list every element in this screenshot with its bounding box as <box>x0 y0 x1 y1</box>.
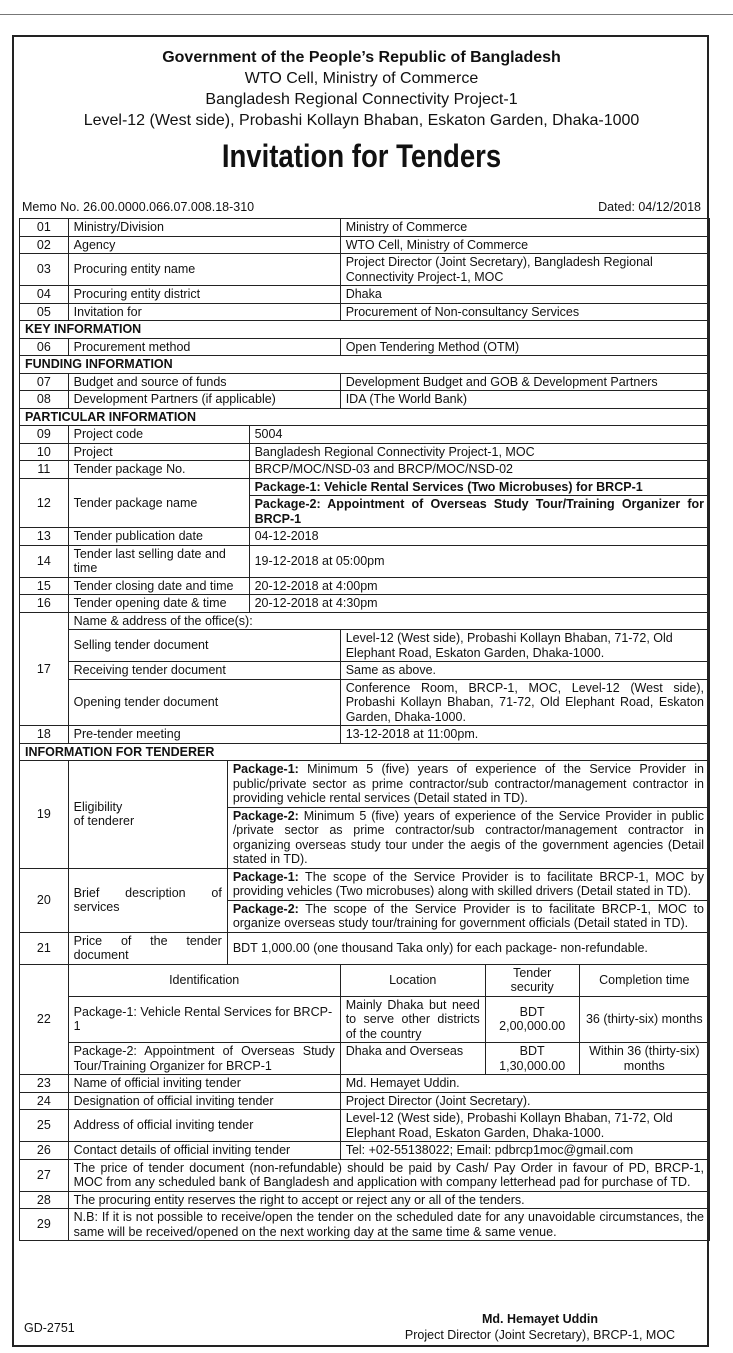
row-number: 05 <box>20 303 69 321</box>
table-row <box>20 236 710 254</box>
row-value: 5004 <box>249 426 709 444</box>
row-label: Project <box>68 443 249 461</box>
government-title: Government of the People’s Republic of Bangladesh <box>162 49 561 66</box>
section-information-for-tenderer: INFORMATION FOR TENDERER <box>20 743 710 761</box>
selling-value: Level-12 (West side), Probashi Kollayn Bhaban, 71-72, Old Elephant Road, Eskaton Garden, Dhaka-1000. <box>340 630 709 662</box>
table-row <box>20 612 710 630</box>
row-number: 21 <box>20 932 69 964</box>
pkg2-location: Dhaka and Overseas <box>340 1043 485 1075</box>
table-row <box>20 478 710 496</box>
row-text: The procuring entity reserves the right to accept or reject any or all of the tenders. <box>68 1191 709 1209</box>
table-row <box>20 1159 710 1191</box>
row-number: 08 <box>20 391 69 409</box>
page-title: Invitation for Tenders <box>221 138 502 174</box>
table-row <box>20 338 710 356</box>
tender-table <box>19 218 710 1241</box>
row-value: BRCP/MOC/NSD-03 and BRCP/MOC/NSD-02 <box>249 461 709 479</box>
table-row <box>20 577 710 595</box>
row-number: 10 <box>20 443 69 461</box>
row-value: Level-12 (West side), Probashi Kollayn Bhaban, 71-72, Old Elephant Road, Eskaton Garden, Dhaka-1000. <box>340 1110 709 1142</box>
eligibility-label-2: of tenderer <box>73 814 135 829</box>
office-address-heading: Name & address of the office(s): <box>68 612 709 630</box>
col-header-security: Tender security <box>485 964 579 996</box>
row-label: Budget and source of funds <box>68 373 340 391</box>
row-number: 15 <box>20 577 69 595</box>
table-row <box>20 461 710 479</box>
section-funding-information: FUNDING INFORMATION <box>20 356 710 374</box>
row-number: 28 <box>20 1191 69 1209</box>
row-label: Tender package name <box>68 478 249 528</box>
row-number: 24 <box>20 1092 69 1110</box>
row-number: 22 <box>20 964 69 1075</box>
col-header-identification: Identification <box>68 964 340 996</box>
table-row <box>20 219 710 237</box>
gd-code: GD-2751 <box>24 1321 75 1335</box>
package-2-name: Package-2: Appointment of Overseas Study Tour/Training Organizer for BRCP-1 <box>249 496 709 528</box>
selling-label: Selling tender document <box>68 630 340 662</box>
eligibility-package-2: Package-2: Minimum 5 (five) years of experience of the Service Provider in public /private sector as prime contractor/sub contractor/management contractor in organizing overseas study tour under the aegis of the government agencies (Detail stated in TD). <box>227 807 709 868</box>
table-row <box>20 545 710 577</box>
row-number: 13 <box>20 528 69 546</box>
receiving-value: Same as above. <box>340 662 709 680</box>
row-value: Project Director (Joint Secretary), Bangladesh Regional Connectivity Project-1, MOC <box>340 254 709 286</box>
row-number: 11 <box>20 461 69 479</box>
eligibility-label-1: Eligibility <box>73 799 123 814</box>
row-number: 01 <box>20 219 69 237</box>
row-label: Name of official inviting tender <box>68 1075 340 1093</box>
pkg2-identification: Package-2: Appointment of Overseas Study Tour/Training Organizer for BRCP-1 <box>68 1043 340 1075</box>
table-row <box>20 964 710 996</box>
table-row <box>20 303 710 321</box>
row-value: Md. Hemayet Uddin. <box>340 1075 709 1093</box>
row-label: Procuring entity district <box>68 286 340 304</box>
row-label: Tender closing date and time <box>68 577 249 595</box>
section-key-information: KEY INFORMATION <box>20 321 710 339</box>
row-value: Ministry of Commerce <box>340 219 709 237</box>
row-value: Open Tendering Method (OTM) <box>340 338 709 356</box>
row-number: 14 <box>20 545 69 577</box>
pkg1-security: BDT 2,00,000.00 <box>485 996 579 1043</box>
row-value: Project Director (Joint Secretary). <box>340 1092 709 1110</box>
row-number: 26 <box>20 1142 69 1160</box>
table-row <box>20 726 710 744</box>
services-package-2: Package-2: The scope of the Service Provider is to facilitate BRCP-1, MOC to organize overseas study tour/training for government officials (Detail stated in TD). <box>227 900 709 932</box>
row-value: Bangladesh Regional Connectivity Project-1, MOC <box>249 443 709 461</box>
row-value: 04-12-2018 <box>249 528 709 546</box>
row-number: 06 <box>20 338 69 356</box>
table-row <box>20 426 710 444</box>
signature-block <box>400 1311 680 1343</box>
table-row <box>20 391 710 409</box>
row-value: IDA (The World Bank) <box>340 391 709 409</box>
table-row <box>20 286 710 304</box>
eligibility-package-1: Package-1: Minimum 5 (five) years of experience of the Service Provider in public/private sector as prime contractor/sub contractor/management contractor in providing vehicle rental services (Detail stated in TD). <box>227 761 709 808</box>
row-value: 20-12-2018 at 4:30pm <box>249 595 709 613</box>
row-number: 19 <box>20 761 69 869</box>
row-label: Contact details of official inviting tender <box>68 1142 340 1160</box>
office-address: Level-12 (West side), Probashi Kollayn Bhaban, Eskaton Garden, Dhaka-1000 <box>83 112 640 129</box>
memo-line <box>22 200 701 214</box>
row-number: 09 <box>20 426 69 444</box>
table-row <box>20 1209 710 1241</box>
row-value: Procurement of Non-consultancy Services <box>340 303 709 321</box>
row-label: Project code <box>68 426 249 444</box>
row-label: Tender package No. <box>68 461 249 479</box>
row-value: 13-12-2018 at 11:00pm. <box>340 726 709 744</box>
row-label: Tender last selling date and time <box>68 545 249 577</box>
row-value: WTO Cell, Ministry of Commerce <box>340 236 709 254</box>
row-number: 20 <box>20 868 69 932</box>
table-row <box>20 595 710 613</box>
document-header <box>14 47 709 175</box>
row-text: N.B: If it is not possible to receive/open the tender on the scheduled date for any unavoidable circumstances, the same will be received/opened on the next working day at the same time & same venue. <box>68 1209 709 1241</box>
services-package-1: Package-1: The scope of the Service Provider is to facilitate BRCP-1, MOC by providing vehicles (Two microbuses) along with skilled drivers (Detail stated in TD). <box>227 868 709 900</box>
row-label: Tender opening date & time <box>68 595 249 613</box>
opening-value: Conference Room, BRCP-1, MOC, Level-12 (West side), Probashi Kollayn Bhaban, 71-72, Old Elephant Road, Eskaton Garden, Dhaka-1000. <box>340 679 709 726</box>
pkg1-location: Mainly Dhaka but need to serve other districts of the country <box>340 996 485 1043</box>
memo-number: Memo No. 26.00.0000.066.07.008.18-310 <box>22 200 255 214</box>
row-number: 16 <box>20 595 69 613</box>
table-row <box>20 373 710 391</box>
table-row <box>20 1142 710 1160</box>
row-label: Procuring entity name <box>68 254 340 286</box>
row-number: 27 <box>20 1159 69 1191</box>
row-label: Development Partners (if applicable) <box>68 391 340 409</box>
opening-label: Opening tender document <box>68 679 340 726</box>
row-label: Brief description of services <box>68 868 227 932</box>
row-label: Invitation for <box>68 303 340 321</box>
project-name: Bangladesh Regional Connectivity Project-1 <box>205 91 518 108</box>
section-particular-information: PARTICULAR INFORMATION <box>20 408 710 426</box>
row-value: BDT 1,000.00 (one thousand Taka only) for each package- non-refundable. <box>227 932 709 964</box>
row-value: Development Budget and GOB & Development Partners <box>340 373 709 391</box>
contact-details: Tel: +02-55138022; Email: pdbrcp1moc@gmail.com <box>340 1142 709 1160</box>
row-number: 03 <box>20 254 69 286</box>
row-label: Agency <box>68 236 340 254</box>
row-number: 04 <box>20 286 69 304</box>
row-label: Address of official inviting tender <box>68 1110 340 1142</box>
table-row <box>20 1110 710 1142</box>
row-number: 25 <box>20 1110 69 1142</box>
table-row <box>20 528 710 546</box>
table-row <box>20 761 710 808</box>
row-number: 18 <box>20 726 69 744</box>
row-number: 12 <box>20 478 69 528</box>
table-row <box>20 1075 710 1093</box>
row-label: Price of the tender document <box>68 932 227 964</box>
row-value: 19-12-2018 at 05:00pm <box>249 545 709 577</box>
row-number: 02 <box>20 236 69 254</box>
table-row <box>20 443 710 461</box>
package-1-name: Package-1: Vehicle Rental Services (Two Microbuses) for BRCP-1 <box>249 478 709 496</box>
table-row <box>20 1191 710 1209</box>
row-number: 23 <box>20 1075 69 1093</box>
table-row <box>20 868 710 900</box>
row-label: Designation of official inviting tender <box>68 1092 340 1110</box>
row-number: 07 <box>20 373 69 391</box>
row-label <box>68 761 227 869</box>
row-label: Pre-tender meeting <box>68 726 340 744</box>
row-label: Ministry/Division <box>68 219 340 237</box>
col-header-location: Location <box>340 964 485 996</box>
cell-name: WTO Cell, Ministry of Commerce <box>244 70 479 87</box>
row-value: Dhaka <box>340 286 709 304</box>
row-label: Procurement method <box>68 338 340 356</box>
pkg2-completion: Within 36 (thirty-six) months <box>579 1043 709 1075</box>
row-text: The price of tender document (non-refundable) should be paid by Cash/ Pay Order in favour of PD, BRCP-1, MOC from any scheduled bank of Bangladesh and application with company letterhead pad for purchase of TD. <box>68 1159 709 1191</box>
table-row <box>20 254 710 286</box>
receiving-label: Receiving tender document <box>68 662 340 680</box>
row-label: Tender publication date <box>68 528 249 546</box>
pkg1-completion: 36 (thirty-six) months <box>579 996 709 1043</box>
col-header-completion: Completion time <box>579 964 709 996</box>
table-row <box>20 932 710 964</box>
memo-date: Dated: 04/12/2018 <box>598 200 701 214</box>
top-rule <box>0 14 733 15</box>
pkg1-identification: Package-1: Vehicle Rental Services for BRCP-1 <box>68 996 340 1043</box>
table-row <box>20 1092 710 1110</box>
row-value: 20-12-2018 at 4:00pm <box>249 577 709 595</box>
signatory-title: Project Director (Joint Secretary), BRCP-1, MOC <box>404 1328 676 1342</box>
row-number: 17 <box>20 612 69 726</box>
row-number: 29 <box>20 1209 69 1241</box>
pkg2-security: BDT 1,30,000.00 <box>485 1043 579 1075</box>
signatory-name: Md. Hemayet Uddin <box>482 1312 598 1326</box>
